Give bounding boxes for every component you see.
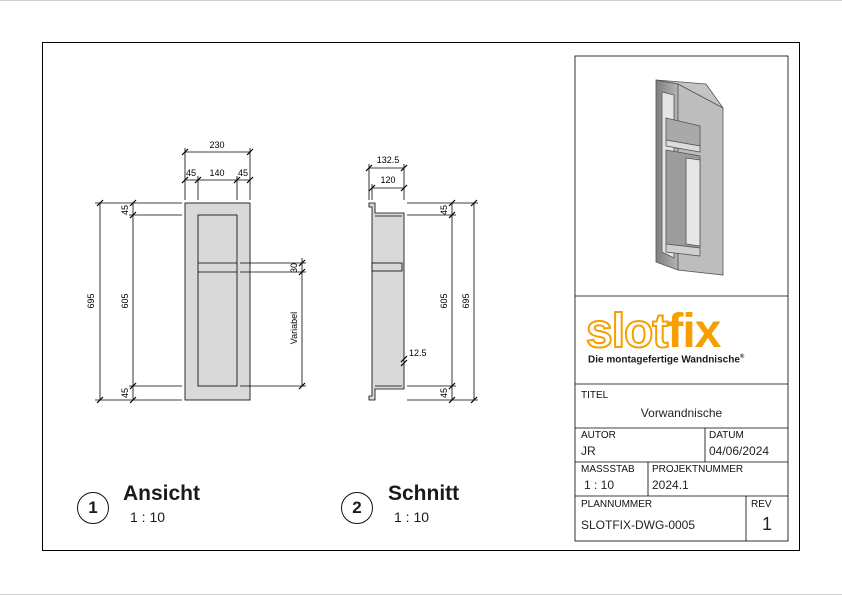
view-title-schnitt: Schnitt (388, 482, 460, 505)
titel-value: Vorwandnische (640, 406, 723, 420)
dim-text-top-border: 45 (439, 204, 449, 216)
massstab-value: 1 : 10 (584, 478, 615, 492)
niche-inner-opening (198, 215, 237, 386)
view-number-badge-1: 1 (77, 492, 109, 524)
massstab-label: MASSSTAB (581, 464, 635, 475)
dim-text-outer-depth: 132.5 (376, 155, 400, 165)
plannummer-label: PLANNUMMER (581, 499, 653, 510)
section-profile (369, 203, 404, 400)
dim-text-total-height: 695 (86, 293, 96, 309)
dim-text-shelf: 30 (289, 262, 299, 274)
dim-text-inner-width: 140 (209, 168, 225, 178)
datum-label: DATUM (709, 430, 744, 441)
projektnummer-value: 2024.1 (652, 478, 689, 492)
dim-text-flange: 12.5 (409, 348, 427, 358)
view-schnitt-drawing (366, 164, 478, 403)
dim-text-bottom-border: 45 (120, 387, 130, 399)
dim-text-left-border: 45 (185, 168, 197, 178)
brand-name-part1: slot (586, 305, 668, 358)
brand-tagline: Die montagefertige Wandnische (588, 354, 740, 366)
plannummer-value: SLOTFIX-DWG-0005 (581, 518, 696, 532)
rev-value: 1 (761, 514, 772, 534)
dim-text-right-border: 45 (237, 168, 249, 178)
datum-value: 04/06/2024 (709, 444, 770, 458)
projektnummer-label: PROJEKTNUMMER (652, 464, 744, 475)
brand-name-part2: fix (667, 305, 721, 358)
product-render-image (656, 80, 723, 275)
dim-text-total-width: 230 (209, 140, 225, 150)
dim-text-inner-depth: 120 (380, 175, 396, 185)
rev-label: REV (751, 499, 772, 510)
view-ansicht-drawing (95, 148, 306, 403)
autor-label: AUTOR (581, 430, 616, 441)
view-number-badge-2: 2 (341, 492, 373, 524)
dim-text-inner-height: 605 (120, 293, 130, 309)
dim-text-total-height: 695 (461, 293, 471, 309)
view-title-ansicht: Ansicht (123, 482, 201, 505)
view-scale-ansicht: 1 : 10 (130, 509, 166, 525)
autor-value: JR (581, 444, 596, 458)
dim-text-inner-height: 605 (439, 293, 449, 309)
brand-registered: ® (739, 354, 745, 360)
section-shelf (372, 263, 402, 271)
brand-logo (586, 306, 778, 376)
dim-text-bottom-border: 45 (439, 387, 449, 399)
view-scale-schnitt: 1 : 10 (394, 509, 430, 525)
titel-label: TITEL (581, 390, 609, 401)
dim-text-variabel: Variabel (289, 311, 299, 345)
dim-text-top-border: 45 (120, 204, 130, 216)
